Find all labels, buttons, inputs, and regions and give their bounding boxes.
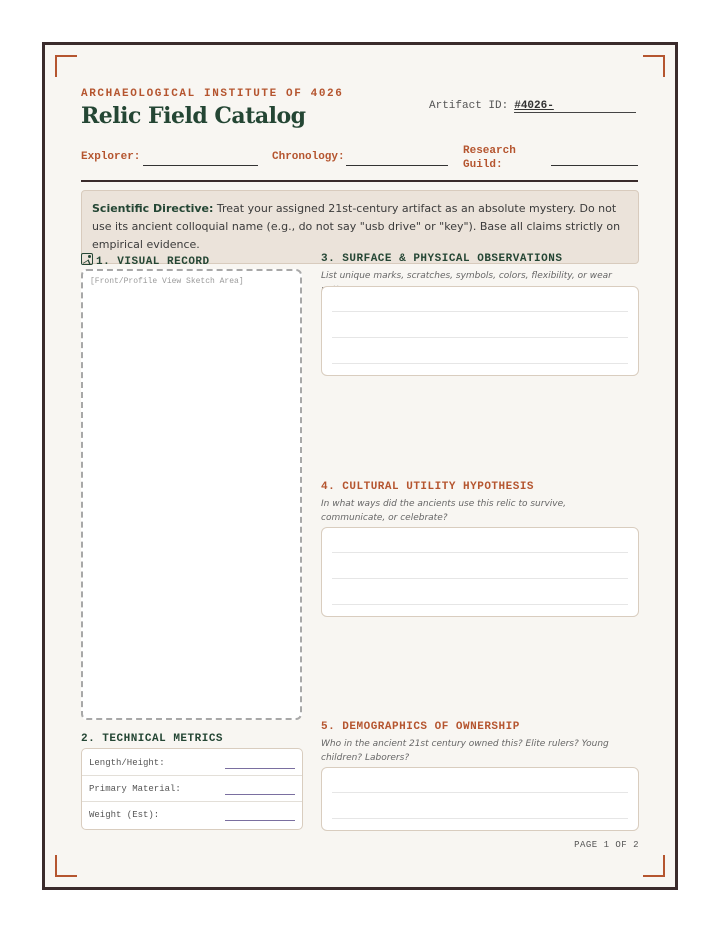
- writing-line: [332, 578, 628, 579]
- demographics-hint: Who in the ancient 21st century owned this? Elite rulers? Young children? Laborers?: [321, 739, 609, 763]
- writing-line: [332, 604, 628, 605]
- metric-label-weight: Weight (Est):: [89, 810, 160, 820]
- metric-row: [89, 751, 295, 776]
- technical-metrics-box: [81, 748, 303, 830]
- metric-input-weight[interactable]: [225, 820, 295, 821]
- metric-row: [89, 777, 295, 802]
- directive-text: Treat your assigned 21st-century artifact as an absolute mystery. Do not use its ancient colloquial name (e.g., do not say "usb drive" or "key"). Base all claims strictly on empirical evidence.: [92, 202, 621, 251]
- sketch-placeholder: [Front/Profile View Sketch Area]: [90, 277, 244, 286]
- research-guild-label-line2: Guild:: [463, 159, 503, 171]
- chronology-input-line[interactable]: [346, 164, 448, 166]
- page-number: PAGE 1 OF 2: [574, 840, 639, 850]
- chronology-label: Chronology:: [272, 151, 345, 163]
- cultural-utility-hint: In what ways did the ancients use this relic to survive, communicate, or celebrate?: [321, 499, 567, 523]
- artifact-id-input[interactable]: #4026-: [514, 100, 636, 113]
- cultural-utility-box[interactable]: [321, 527, 639, 617]
- surface-observations-hint: List unique marks, scratches, symbols, colors, flexibility, or wear: [321, 271, 612, 281]
- research-guild-label: [463, 144, 516, 172]
- research-guild-input-line[interactable]: [551, 164, 638, 166]
- visual-record-heading: [81, 253, 210, 268]
- metric-label-length: Length/Height:: [89, 758, 165, 768]
- corner-mark-top-right: [643, 55, 665, 77]
- corner-mark-top-left: [55, 55, 77, 77]
- corner-mark-bottom-right: [643, 855, 665, 877]
- artifact-id-field: [429, 100, 636, 113]
- surface-observations-box[interactable]: [321, 286, 639, 376]
- visual-record-title: 1. VISUAL RECORD: [96, 256, 210, 268]
- cultural-utility-title: 4. CULTURAL UTILITY HYPOTHESIS: [321, 481, 535, 493]
- writing-line: [332, 552, 628, 553]
- artifact-id-label: Artifact ID:: [429, 100, 509, 112]
- metric-divider: [82, 801, 302, 802]
- catalog-sheet: [42, 42, 678, 890]
- sketch-area[interactable]: [81, 269, 302, 720]
- image-icon: [81, 253, 93, 265]
- writing-line: [332, 792, 628, 793]
- technical-metrics-title: 2. TECHNICAL METRICS: [81, 733, 224, 745]
- writing-line: [332, 363, 628, 364]
- metric-input-length[interactable]: [225, 768, 295, 769]
- directive-label: Scientific Directive:: [92, 202, 214, 215]
- page-title: Relic Field Catalog: [81, 103, 306, 129]
- metric-label-material: Primary Material:: [89, 784, 181, 794]
- surface-observations-title: 3. SURFACE & PHYSICAL OBSERVATIONS: [321, 253, 563, 265]
- explorer-input-line[interactable]: [143, 164, 258, 166]
- writing-line: [332, 311, 628, 312]
- writing-line: [332, 337, 628, 338]
- writing-line: [332, 818, 628, 819]
- corner-mark-bottom-left: [55, 855, 77, 877]
- header-divider: [81, 180, 638, 182]
- metric-input-material[interactable]: [225, 794, 295, 795]
- metric-divider: [82, 775, 302, 776]
- research-guild-label-line1: Research: [463, 145, 516, 157]
- metric-row: [89, 803, 295, 828]
- demographics-box[interactable]: [321, 767, 639, 831]
- explorer-label: Explorer:: [81, 151, 141, 163]
- demographics-title: 5. DEMOGRAPHICS OF OWNERSHIP: [321, 721, 520, 733]
- institute-label: ARCHAEOLOGICAL INSTITUTE OF 4026: [81, 88, 344, 100]
